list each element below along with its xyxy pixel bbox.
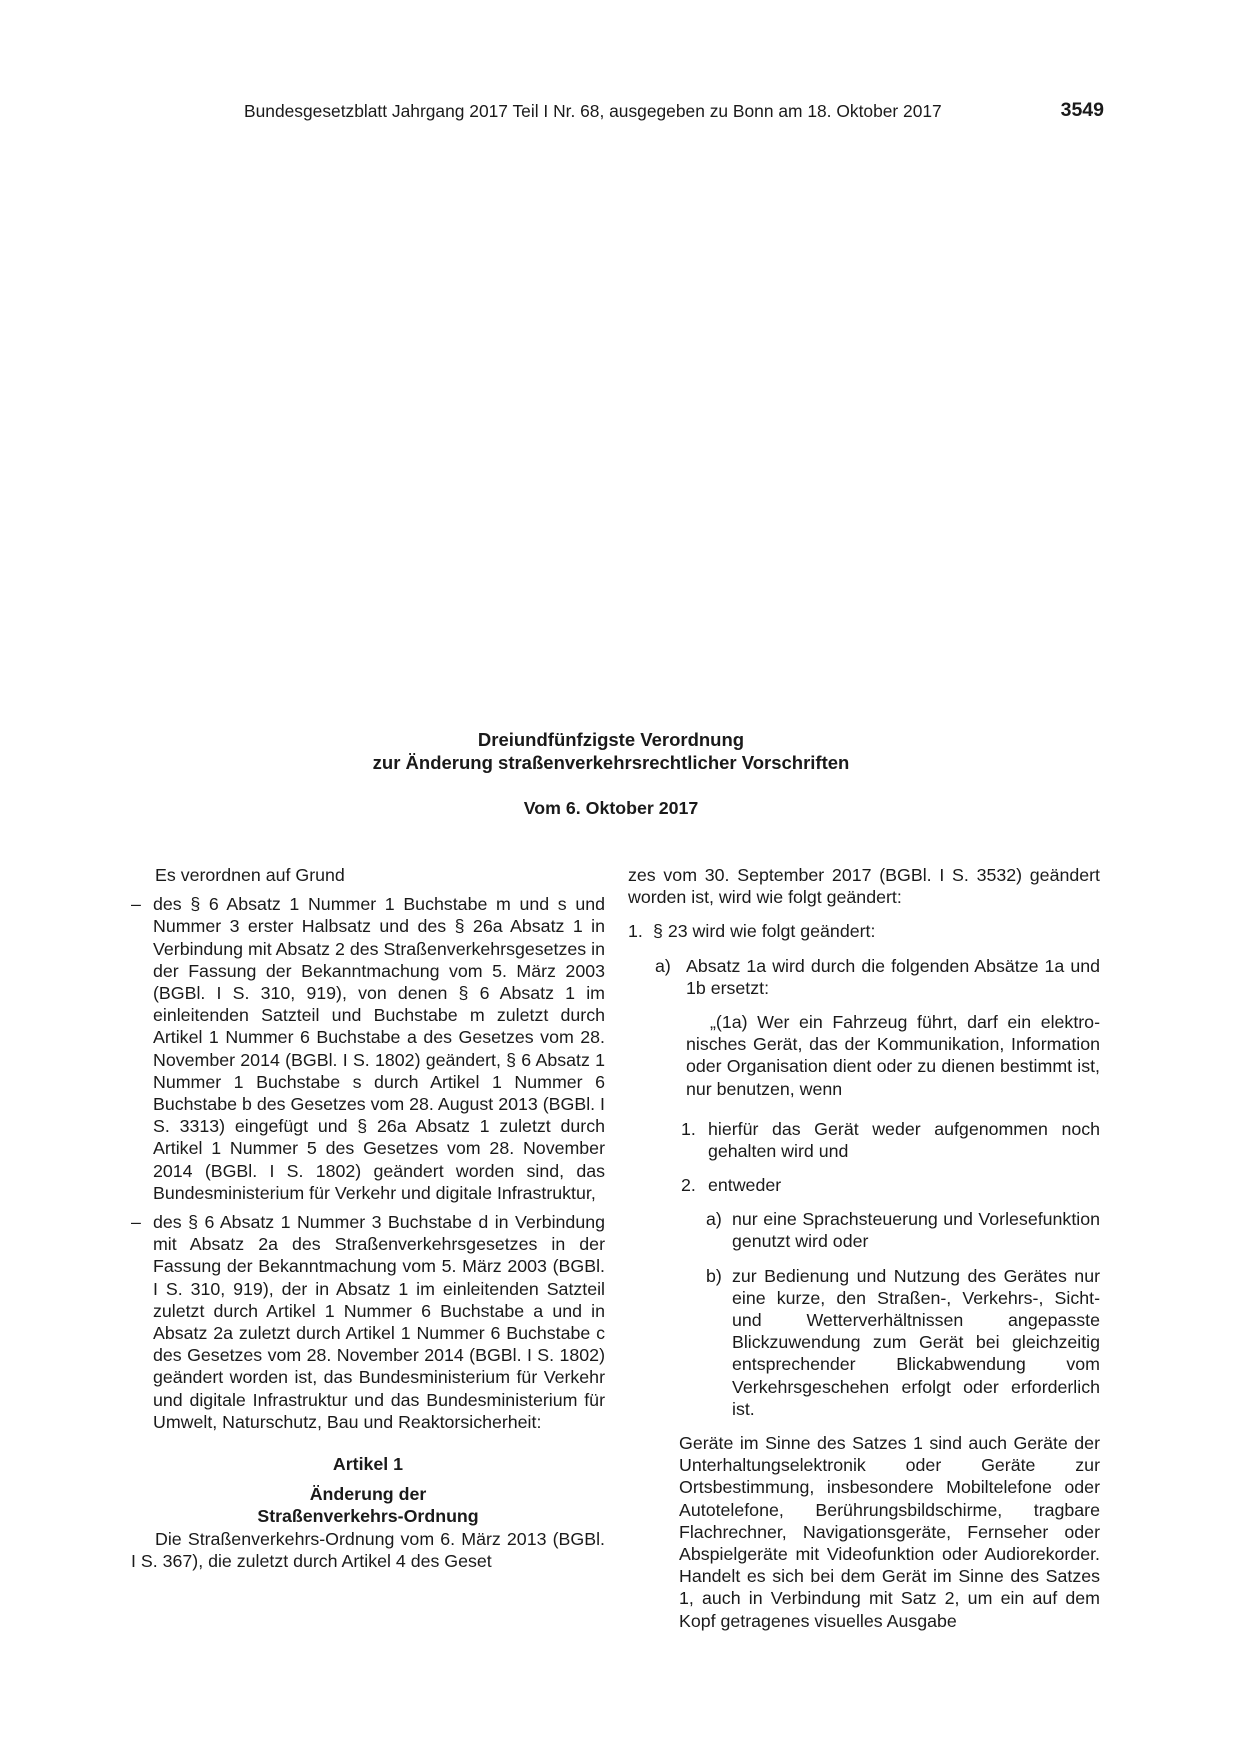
list-item-text: des § 6 Absatz 1 Nummer 3 Buchstabe d in Verbindung mit Absatz 2a des Straßenverkehrsgesetzes in der Fassung der Bekanntmachung vom 5. März 2003 (BGBl. I S. 310, 919), der in Absatz 1 im einleitenden Satzteil zuletzt durch Artikel 1 Nummer 6 Buchstabe a und in Absatz 2a zuletzt durch Artikel 1 Nummer 6 Buchstabe c des Gesetzes vom 28. November 2014 (BGBl. I S. 1802) geändert worden ist, das Bundesministerium für Verkehr und digitale Infrastruktur und das Bundesministerium für Umwelt, Naturschutz, Bau und Reaktorsicherheit:: [153, 1212, 605, 1432]
final-paragraph: Geräte im Sinne des Satzes 1 sind auch Geräte der Unterhaltungselektronik oder Geräte zur Ortsbestimmung, insbesondere Mobiltelefone oder Autotelefone, Berührungsbildschirme, tragbare Flachrechner, Navigationsgeräte, Fernseher oder Abspielgeräte mit Videofunktion oder Audiorekorder. Handelt es sich bei dem Gerät im Sinne des Satzes 1, auch in Verbindung mit Satz 2, um ein auf dem Kopf getragenes visuelles Ausgabe: [679, 1433, 1100, 1631]
item-text: entweder: [708, 1175, 782, 1196]
list-item: [131, 1211, 605, 1433]
article-title-line-2: Straßenverkehrs-Ordnung: [257, 1506, 479, 1527]
page-header: [244, 101, 1104, 125]
dash-marker: –: [131, 894, 141, 915]
item-marker: b): [706, 1265, 722, 1286]
list-item: [628, 920, 1100, 942]
list-item: [628, 1265, 1100, 1420]
title-line-1: Dreiundfünfzigste Verordnung: [477, 729, 745, 750]
item-marker: 1.: [628, 921, 643, 942]
page-number: 3549: [1060, 99, 1104, 121]
item-text: zur Bedienung und Nutzung des Gerätes nur eine kurze, den Straßen-, Verkehrs-, Sicht- und Wetterverhältnissen angepasste Blickzuwendung zum Gerät bei gleichzeitig entsprechender Blickabwendung vom Verkehrsgeschehen erfolgt oder erforderlich ist.: [732, 1265, 1100, 1419]
item-marker: 2.: [681, 1175, 696, 1196]
list-item: [131, 893, 605, 1204]
article-label: Artikel 1: [332, 1454, 404, 1475]
item-text: hierfür das Gerät weder aufgenommen noch gehalten wird und: [708, 1118, 1100, 1161]
document-date: Vom 6. Oktober 2017: [523, 798, 699, 818]
item-text: nur eine Sprachsteuerung und Vorlesefunktion genutzt wird oder: [732, 1209, 1100, 1252]
list-item-text: des § 6 Absatz 1 Nummer 1 Buchstabe m und s und Nummer 3 erster Halbsatz und des § 26a Absatz 1 in Verbindung mit Absatz 2 des Straßenverkehrsgesetzes in der Fassung der Bekanntmachung vom 5. März 2003 (BGBl. I S. 310, 919), von denen § 6 Absatz 1 im einleitenden Satzteil und Buchstabe m zuletzt durch Artikel 1 Nummer 6 Buchstabe a des Gesetzes vom 28. November 2014 (BGBl. I S. 1802) geändert, § 6 Absatz 1 Nummer 1 Buchstabe s durch Artikel 1 Nummer 6 Buchstabe b des Gesetzes vom 28. August 2013 (BGBl. I S. 3313) eingefügt und § 26a Absatz 1 zuletzt durch Artikel 1 Nummer 5 des Gesetzes vom 28. November 2014 (BGBl. I S. 1802) geändert worden sind, das Bundesministerium für Verkehr und digitale Infrastruktur,: [153, 894, 605, 1203]
item-text: Absatz 1a wird durch die folgenden Absätze 1a und 1b ersetzt:: [686, 955, 1100, 998]
article-text: Die Straßenverkehrs-Ordnung vom 6. März 2013 (BGBl. I S. 367), die zuletzt durch Artikel 4 des Geset: [131, 1528, 605, 1571]
quoted-paragraph-1a: „(1a) Wer ein Fahrzeug führt, darf ein elektronisches Gerät, das der Kommunikation, Information oder Organisation dient oder zu dienen bestimmt ist, nur benutzen, wenn: [686, 1012, 1100, 1099]
intro-text: Es verordnen auf Grund: [155, 865, 345, 885]
title-line-2: zur Änderung straßenverkehrsrechtlicher Vorschriften: [372, 752, 850, 773]
list-item: [628, 1118, 1100, 1162]
document-title: [240, 728, 982, 774]
list-item: [628, 1208, 1100, 1252]
item-marker: a): [706, 1209, 722, 1230]
list-item: [628, 955, 1100, 999]
right-column: [628, 864, 1100, 1650]
item-marker: 1.: [681, 1118, 696, 1139]
gazette-header-text: Bundesgesetzblatt Jahrgang 2017 Teil I Nr. 68, ausgegeben zu Bonn am 18. Oktober 2017: [244, 101, 942, 121]
dash-marker: –: [131, 1212, 141, 1233]
article-title-line-1: Änderung der: [309, 1484, 427, 1505]
item-marker: a): [655, 955, 671, 976]
item-text: § 23 wird wie folgt geändert:: [653, 921, 876, 942]
left-column: [131, 864, 605, 1572]
continuation-text: zes vom 30. September 2017 (BGBl. I S. 3532) geändert worden ist, wird wie folgt geändert:: [628, 865, 1100, 908]
list-item: [628, 1174, 1100, 1196]
